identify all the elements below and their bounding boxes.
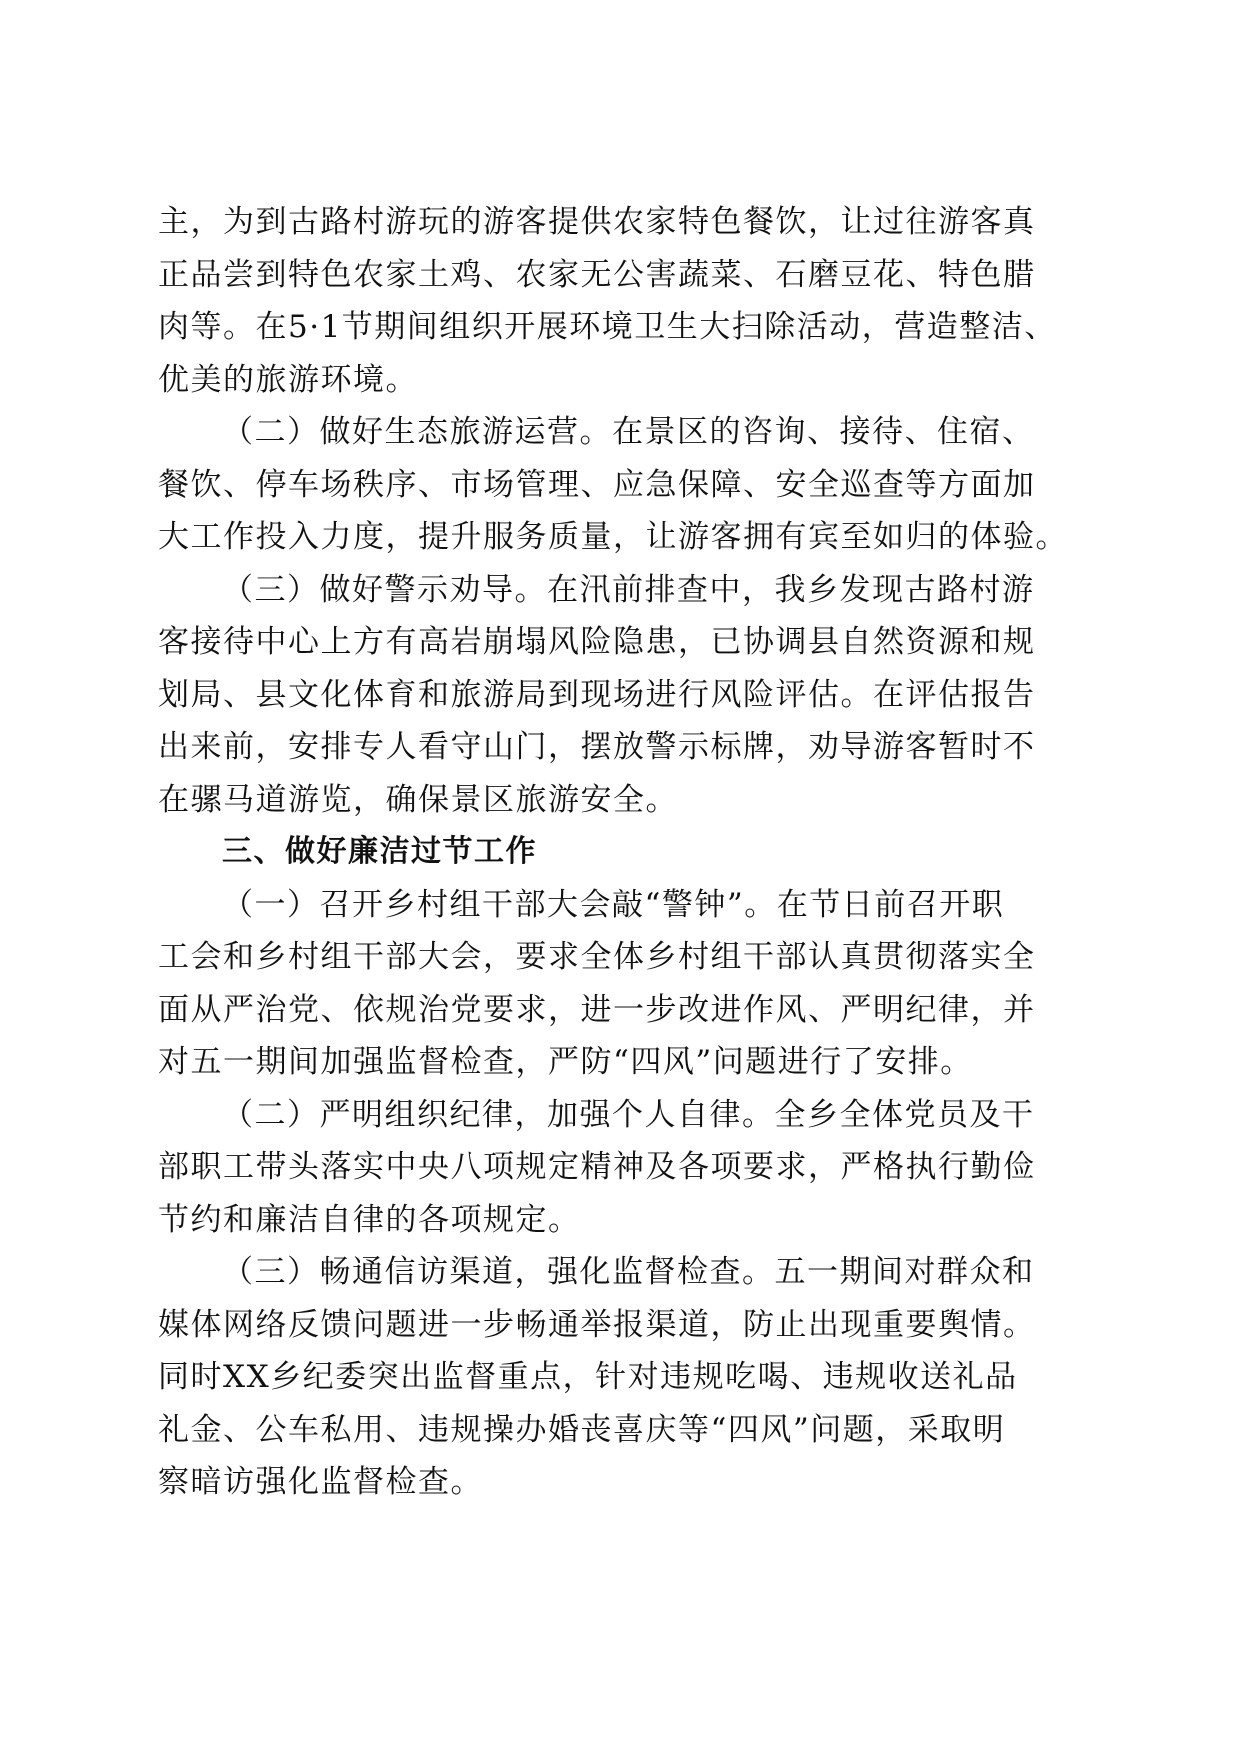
body-line: 正品尝到特色农家土鸡、农家无公害蔬菜、石磨豆花、特色腊 xyxy=(158,256,1036,293)
body-line: 同时XX乡纪委突出监督重点，针对违规吃喝、违规收送礼品 xyxy=(158,1359,1018,1395)
body-line: 划局、县文化体育和旅游局到现场进行风险评估。在评估报告 xyxy=(158,676,1036,713)
body-line: 主，为到古路村游玩的游客提供农家特色餐饮，让过往游客真 xyxy=(158,204,1036,240)
body-line: 工会和乡村组干部大会，要求全体乡村组干部认真贯彻落实全 xyxy=(158,939,1036,975)
document-body xyxy=(158,196,1078,1509)
paragraph-first-line: （二）做好生态旅游运营。在景区的咨询、接待、住宿、 xyxy=(222,414,1035,450)
body-line: 察暗访强化监督检查。 xyxy=(158,1464,483,1500)
body-line: 部职工带头落实中央八项规定精神及各项要求，严格执行勤俭 xyxy=(158,1149,1036,1185)
body-line: 大工作投入力度，提升服务质量，让游客拥有宾至如归的体验。 xyxy=(158,519,1068,555)
body-line: 客接待中心上方有高岩崩塌风险隐患，已协调县自然资源和规 xyxy=(158,624,1036,660)
body-line: 节约和廉洁自律的各项规定。 xyxy=(158,1201,581,1238)
body-line: 餐饮、停车场秩序、市场管理、应急保障、安全巡查等方面加 xyxy=(158,466,1036,503)
body-line: 优美的旅游环境。 xyxy=(158,361,418,398)
body-line: 面从严治党、依规治党要求，进一步改进作风、严明纪律，并 xyxy=(158,991,1036,1028)
paragraph-first-line: （三）做好警示劝导。在汛前排查中，我乡发现古路村游 xyxy=(222,571,1035,608)
body-line: 在骡马道游览，确保景区旅游安全。 xyxy=(158,781,678,818)
paragraph-first-line: （三）畅通信访渠道，强化监督检查。五一期间对群众和 xyxy=(222,1254,1035,1290)
paragraph-first-line: （一）召开乡村组干部大会敲“警钟”。在节日前召开职 xyxy=(222,886,1005,923)
body-line: 出来前，安排专人看守山门，摆放警示标牌，劝导游客暂时不 xyxy=(158,729,1036,765)
body-line: 对五一期间加强监督检查，严防“四风”问题进行了安排。 xyxy=(158,1044,973,1080)
body-line: 礼金、公车私用、违规操办婚丧喜庆等“四风”问题，采取明 xyxy=(158,1411,1006,1448)
section-heading: 三、做好廉洁过节工作 xyxy=(222,834,537,869)
paragraph-first-line: （二）严明组织纪律，加强个人自律。全乡全体党员及干 xyxy=(222,1096,1035,1133)
body-line: 媒体网络反馈问题进一步畅通举报渠道，防止出现重要舆情。 xyxy=(158,1306,1036,1343)
body-line: 肉等。在5·1节期间组织开展环境卫生大扫除活动，营造整洁、 xyxy=(158,309,1057,345)
